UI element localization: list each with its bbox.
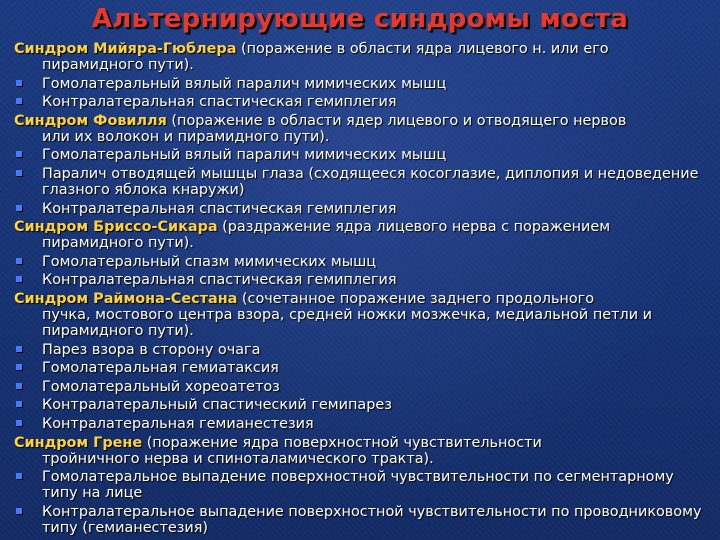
- list-item: [14, 469, 714, 501]
- syndrome-name: Синдром Раймона-Сестана: [14, 290, 238, 307]
- bullet-icon: [16, 80, 22, 86]
- list-item-text: Гомолатеральное выпадение поверхностной чувствительности по сегментарному типу на лице: [42, 469, 674, 502]
- syndrome-name: Синдром Грене: [14, 434, 143, 451]
- bullet-icon: [16, 276, 22, 282]
- syndrome-heading: [14, 41, 714, 73]
- syndrome-name: Синдром Фовилля: [14, 112, 167, 129]
- list-item: [14, 254, 714, 270]
- list-item-text: Гомолатеральный спазм мимических мышц: [42, 253, 377, 270]
- bullet-icon: [16, 508, 22, 514]
- syndrome-heading: [14, 435, 714, 467]
- syndrome-description: (поражение ядра поверхностной чувствительности: [146, 434, 542, 451]
- bullet-icon: [16, 346, 22, 352]
- list-item-text: Контралатеральная спастическая гемиплегия: [42, 200, 397, 217]
- list-item: [14, 360, 714, 376]
- slide-content: [14, 41, 714, 538]
- list-item-text: Парез взора в сторону очага: [42, 341, 261, 358]
- list-item-text: Контралатеральный спастический гемипарез: [42, 397, 392, 414]
- syndrome-description: (поражение в области ядра лицевого н. или его: [240, 41, 609, 57]
- list-item: [14, 272, 714, 288]
- list-item: [14, 201, 714, 217]
- bullet-icon: [16, 401, 22, 407]
- bullet-icon: [16, 473, 22, 479]
- syndrome-heading: [14, 219, 714, 251]
- list-item-text: Паралич отводящей мышцы глаза (сходящееся косоглазие, диплопия и недоведение глазного яблока кнаружи): [42, 165, 699, 198]
- list-item: [14, 397, 714, 413]
- syndrome-description: (раздражение ядра лицевого нерва с поражением: [222, 219, 611, 236]
- list-item: [14, 342, 714, 358]
- list-item: [14, 166, 714, 198]
- bullet-icon: [16, 205, 22, 211]
- list-item-text: Контралатеральная гемианестезия: [42, 415, 314, 432]
- bullet-icon: [16, 420, 22, 426]
- bullet-icon: [16, 383, 22, 389]
- syndrome-description-continued: пучка, мостового центра взора, средней ножки мозжечка, медиальной петли и пирамидного пути).: [42, 306, 652, 339]
- syndrome-description-continued: пирамидного пути).: [42, 57, 194, 73]
- list-item: [14, 379, 714, 395]
- bullet-icon: [16, 151, 22, 157]
- list-item: [14, 504, 714, 536]
- bullet-icon: [16, 170, 22, 176]
- list-item-text: Контралатеральная спастическая гемиплегия: [42, 272, 397, 289]
- syndrome-description: (сочетанное поражение заднего продольного: [241, 290, 595, 307]
- list-item-text: Гомолатеральный хореоатетоз: [42, 378, 280, 395]
- list-item: [14, 147, 714, 163]
- list-item-text: Гомолатеральная гемиатаксия: [42, 360, 279, 377]
- syndrome-description: (поражение в области ядер лицевого и отводящего нервов: [171, 112, 627, 129]
- bullet-icon: [16, 98, 22, 104]
- list-item: [14, 416, 714, 432]
- list-item-text: Гомолатеральный вялый паралич мимических мышц: [42, 75, 447, 92]
- list-item: [14, 76, 714, 92]
- list-item-text: Контралатеральное выпадение поверхностной чувствительности по проводниковому типу (гемианестезия): [42, 503, 702, 536]
- bullet-icon: [16, 364, 22, 370]
- list-item-text: Гомолатеральный вялый паралич мимических мышц: [42, 147, 447, 164]
- slide-title: Альтернирующие синдромы моста: [91, 4, 629, 34]
- syndrome-heading: [14, 113, 714, 145]
- list-item-text: Контралатеральная спастическая гемиплегия: [42, 94, 397, 111]
- syndrome-name: Синдром Мийяра-Гюблера: [14, 41, 237, 57]
- list-item: [14, 94, 714, 110]
- syndrome-heading: [14, 291, 714, 339]
- bullet-icon: [16, 258, 22, 264]
- syndrome-description-continued: тройничного нерва и спиноталамического тракта).: [42, 450, 434, 467]
- syndrome-description-continued: пирамидного пути).: [42, 235, 194, 252]
- syndrome-description-continued: или их волокон и пирамидного пути).: [42, 128, 330, 145]
- syndrome-name: Синдром Бриссо-Сикара: [14, 219, 218, 236]
